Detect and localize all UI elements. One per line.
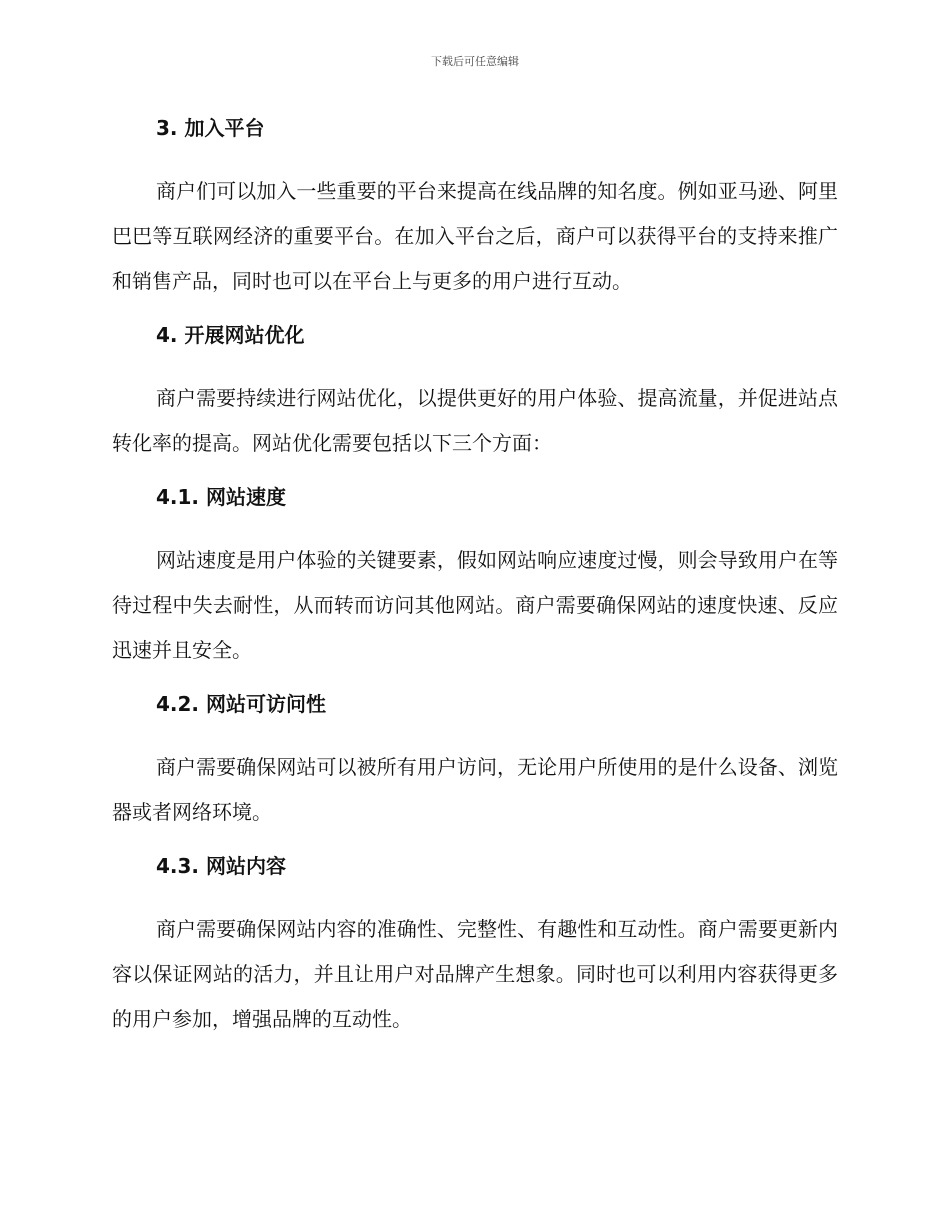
section-website-content (112, 850, 838, 1042)
section-heading: 4.2. 网站可访问性 (156, 692, 326, 716)
section-heading: 4.3. 网站内容 (156, 854, 286, 878)
section-website-accessibility (112, 688, 838, 835)
section-heading: 4.1. 网站速度 (156, 485, 286, 509)
section-paragraph: 商户需要持续进行网站优化，以提供更好的用户体验、提高流量，并促进站点转化率的提高。网站优化需要包括以下三个方面： (112, 386, 838, 455)
section-website-speed (112, 481, 838, 673)
section-paragraph: 网站速度是用户体验的关键要素，假如网站响应速度过慢，则会导致用户在等待过程中失去耐性，从而转而访问其他网站。商户需要确保网站的速度快速、反应迅速并且安全。 (112, 548, 838, 662)
section-paragraph: 商户需要确保网站内容的准确性、完整性、有趣性和互动性。商户需要更新内容以保证网站的活力，并且让用户对品牌产生想象。同时也可以利用内容获得更多的用户参加，增强品牌的互动性。 (112, 917, 838, 1031)
section-website-optimization (112, 319, 838, 466)
section-join-platform (112, 112, 838, 304)
document-body (112, 112, 838, 1057)
section-paragraph: 商户们可以加入一些重要的平台来提高在线品牌的知名度。例如亚马逊、阿里巴巴等互联网经济的重要平台。在加入平台之后，商户可以获得平台的支持来推广和销售产品，同时也可以在平台上与更多的用户进行互动。 (112, 179, 838, 293)
section-heading: 3. 加入平台 (156, 116, 265, 140)
page-header-note: 下载后可任意编辑 (431, 55, 519, 68)
section-paragraph: 商户需要确保网站可以被所有用户访问，无论用户所使用的是什么设备、浏览器或者网络环境。 (112, 755, 838, 824)
section-heading: 4. 开展网站优化 (156, 323, 305, 347)
